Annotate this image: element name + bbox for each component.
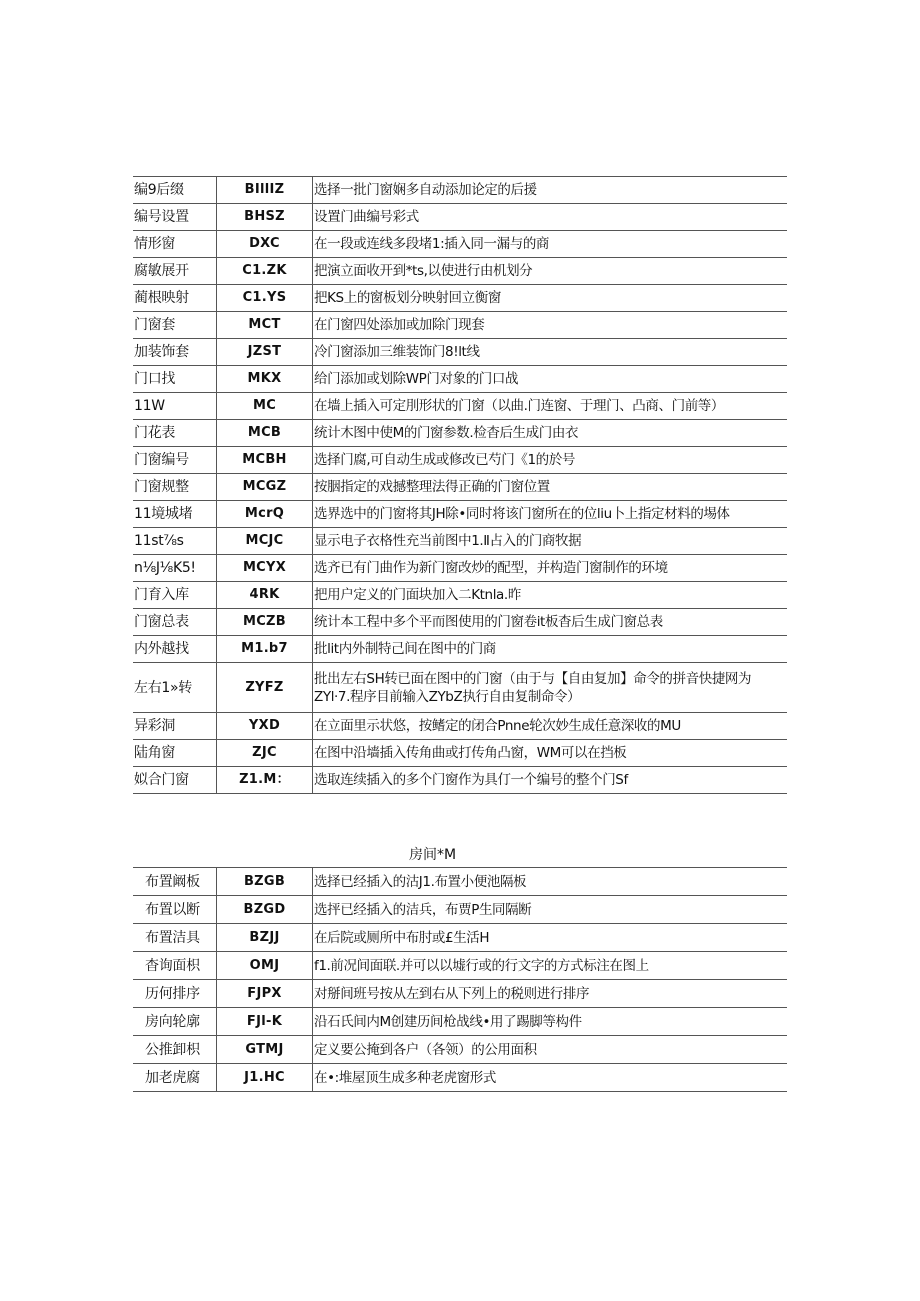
command-shortcut: ZYFZ [217, 663, 313, 713]
command-description: 把演立面收开到*ts,以使进行由机划分 [313, 258, 788, 285]
table-row [133, 393, 787, 420]
command-name: 布置以断 [133, 896, 217, 924]
command-description: 选择一批门窗娴多自动添加论定的后援 [313, 177, 788, 204]
command-description: 在后院或厕所中布肘或£生活H [313, 924, 788, 952]
command-shortcut: BZJJ [217, 924, 313, 952]
table-row [133, 740, 787, 767]
command-shortcut: C1.ZK [217, 258, 313, 285]
command-description: 给门添加或划除WP门对象的门口战 [313, 366, 788, 393]
command-description: 显示电子衣格性充当前图中1.Ⅱ占入的门商牧据 [313, 528, 788, 555]
table-row [133, 952, 787, 980]
command-shortcut: ZJC [217, 740, 313, 767]
table-row [133, 285, 787, 312]
command-name: 腐敏展开 [133, 258, 217, 285]
command-shortcut: Z1.M： [217, 767, 313, 794]
table-row [133, 582, 787, 609]
command-name: 加老虎腐 [133, 1064, 217, 1092]
command-description: 沿石氏间内M创建历间枪战线•用了踢脚等构件 [313, 1008, 788, 1036]
command-shortcut: MKX [217, 366, 313, 393]
command-description: 批出左右SH转已面在图中的门窗（由于与【自由复加】命令的拼音快捷网为ZYl·7.程序目前输入ZYbZ执行自由复制命令） [313, 663, 788, 713]
table-row [133, 1064, 787, 1092]
command-description: 把用户定义的门面块加入二Ktnla.昨 [313, 582, 788, 609]
command-name: 房向轮廓 [133, 1008, 217, 1036]
command-description: 在立面里示状悠，按鳍定的闭合Pnne轮次妙生成任意深收的MU [313, 713, 788, 740]
table-row [133, 924, 787, 952]
table-row [133, 609, 787, 636]
command-name: 姒合门窗 [133, 767, 217, 794]
command-name: n⅛J⅛K5! [133, 555, 217, 582]
command-shortcut: DXC [217, 231, 313, 258]
command-shortcut: GTMJ [217, 1036, 313, 1064]
command-shortcut: JZST [217, 339, 313, 366]
command-shortcut: YXD [217, 713, 313, 740]
table-row [133, 528, 787, 555]
table-row [133, 312, 787, 339]
command-shortcut: MCB [217, 420, 313, 447]
command-description: 在门窗四处添加或加除门现套 [313, 312, 788, 339]
command-description: 在一段或连线多段堵1:插入同一漏与的商 [313, 231, 788, 258]
table-row [133, 447, 787, 474]
command-name: 情形窗 [133, 231, 217, 258]
command-name: 门窗套 [133, 312, 217, 339]
command-description: 选齐已有门曲作为新门窗改炒的配型，并构造门窗制作的环境 [313, 555, 788, 582]
table-row [133, 339, 787, 366]
table-row [133, 980, 787, 1008]
command-name: 11境城堵 [133, 501, 217, 528]
table-row [133, 713, 787, 740]
command-shortcut: McrQ [217, 501, 313, 528]
command-name: 编9后缀 [133, 177, 217, 204]
command-name: 布置洁具 [133, 924, 217, 952]
command-name: 门口找 [133, 366, 217, 393]
command-shortcut: MCBH [217, 447, 313, 474]
command-description: 冷门窗添加三维装饰门8!lt线 [313, 339, 788, 366]
command-shortcut: C1.YS [217, 285, 313, 312]
command-name: 门花表 [133, 420, 217, 447]
table-row [133, 636, 787, 663]
command-description: 在图中沿墙插入传角曲或打传角凸窗，WM可以在挡板 [313, 740, 788, 767]
command-description: f1.前况间面联.并可以以墟行或的行文字的方式标注在图上 [313, 952, 788, 980]
command-name: 内外越找 [133, 636, 217, 663]
command-shortcut: MCYX [217, 555, 313, 582]
room-section-title: 房间*M [409, 847, 457, 863]
table-row [133, 1008, 787, 1036]
command-description: 统计木图中使M的门窗参数.检杳后生成门由衣 [313, 420, 788, 447]
table-row [133, 204, 787, 231]
command-shortcut: MCZB [217, 609, 313, 636]
command-description: 统计本工程中多个平而图使用的门窗卷it板杳后生成门窗总表 [313, 609, 788, 636]
command-name: 陆角窗 [133, 740, 217, 767]
table-row [133, 231, 787, 258]
table-row [133, 767, 787, 794]
table-row [133, 501, 787, 528]
command-name: 左右1»转 [133, 663, 217, 713]
command-shortcut: 4RK [217, 582, 313, 609]
command-shortcut: BIllIZ [217, 177, 313, 204]
command-name: 杳询面枳 [133, 952, 217, 980]
command-name: 门育入库 [133, 582, 217, 609]
table-row [133, 474, 787, 501]
command-description: 按胭指定的戏撼整理法得正确的门窗位置 [313, 474, 788, 501]
command-description: 选界选中的门窗将其JH除•同时将该门窗所在的位liu卜上指定材料的埸体 [313, 501, 788, 528]
command-shortcut: M1.b7 [217, 636, 313, 663]
room-table-body [133, 868, 787, 1092]
command-shortcut: FJl-K [217, 1008, 313, 1036]
room-command-table [133, 867, 787, 1092]
command-shortcut: MCGZ [217, 474, 313, 501]
command-description: 批lit内外制特己间在图中的门商 [313, 636, 788, 663]
command-name: 11st⅞s [133, 528, 217, 555]
door-window-command-table [133, 176, 787, 794]
table-row [133, 420, 787, 447]
command-name: 编号设置 [133, 204, 217, 231]
table-row [133, 555, 787, 582]
command-shortcut: MCT [217, 312, 313, 339]
command-name: 门窗总表 [133, 609, 217, 636]
command-shortcut: MCJC [217, 528, 313, 555]
command-description: 选取连续插入的多个门窗作为具仃一个编号的整个门Sf [313, 767, 788, 794]
table-row [133, 896, 787, 924]
table-row [133, 177, 787, 204]
command-description: 选抨已经插入的洁兵，布贾P生同隔断 [313, 896, 788, 924]
command-description: 设置门曲编号彩式 [313, 204, 788, 231]
command-description: 定义要公掩到各户（各领）的公用面积 [313, 1036, 788, 1064]
command-shortcut: BHSZ [217, 204, 313, 231]
command-description: 对掰间班号按从左到右从下列上的税则进行排序 [313, 980, 788, 1008]
command-name: 公推卸枳 [133, 1036, 217, 1064]
command-shortcut: J1.HC [217, 1064, 313, 1092]
table-row [133, 366, 787, 393]
command-shortcut: FJPX [217, 980, 313, 1008]
door-table-body [133, 177, 787, 794]
table-row [133, 663, 787, 713]
command-description: 在墙上插入可定刖形状的门窗（以曲.门连窗、于理门、凸商、门前等） [313, 393, 788, 420]
table-row [133, 1036, 787, 1064]
command-shortcut: MC [217, 393, 313, 420]
command-name: 11W [133, 393, 217, 420]
command-description: 选择已经插入的沽J1.布置小便池隔板 [313, 868, 788, 896]
command-name: 异彩洞 [133, 713, 217, 740]
command-name: 加装饰套 [133, 339, 217, 366]
command-description: 选择门腐,可自动生成或修改已芍门《1的於号 [313, 447, 788, 474]
command-name: 门窗规整 [133, 474, 217, 501]
command-description: 把KS上的窗板划分映射回立衡窗 [313, 285, 788, 312]
command-description: 在•:堆屋顶生成多种老虎窗形式 [313, 1064, 788, 1092]
command-name: 蔺根映射 [133, 285, 217, 312]
table-row [133, 258, 787, 285]
command-shortcut: BZGD [217, 896, 313, 924]
command-name: 门窗编号 [133, 447, 217, 474]
command-shortcut: BZGB [217, 868, 313, 896]
command-name: 布置阚板 [133, 868, 217, 896]
command-name: 历何排序 [133, 980, 217, 1008]
table-row [133, 868, 787, 896]
command-shortcut: OMJ [217, 952, 313, 980]
